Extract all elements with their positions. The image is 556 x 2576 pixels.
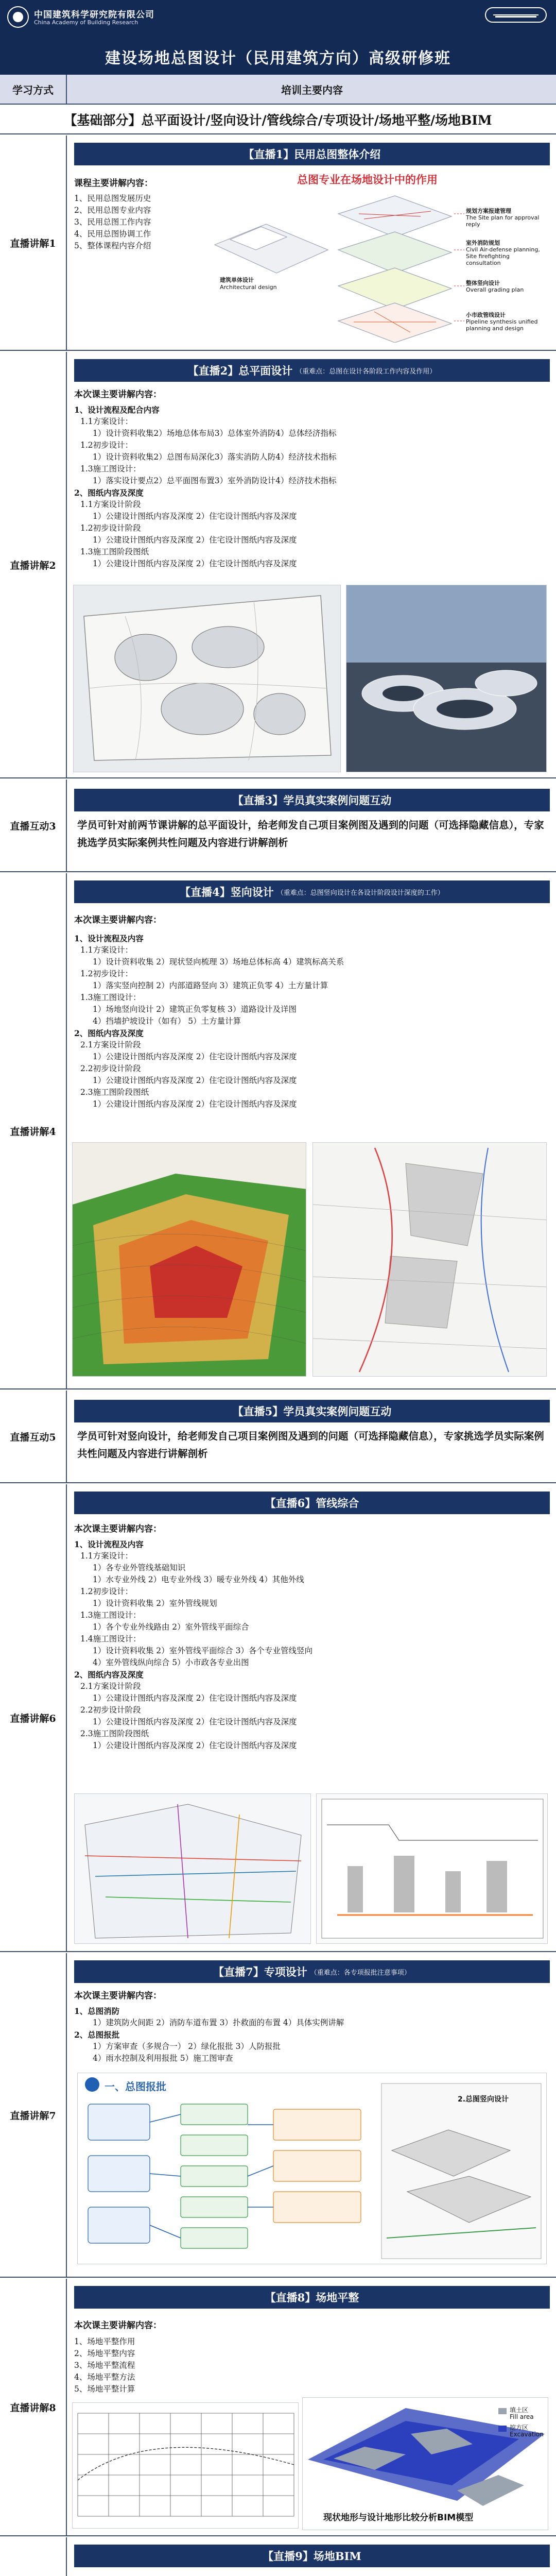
label-cn: 规划方案报建管理 <box>466 208 511 214</box>
list-item: 1）设计资料收集 2）室外管线规划 <box>93 1599 217 1608</box>
module-intro: 本次课主要讲解内容： <box>74 2320 162 2331</box>
method-cell: 直播讲解1 <box>0 135 67 350</box>
list-item: 2.1方案设计阶段 <box>80 1682 141 1691</box>
bim-terrain-model <box>302 2397 548 2530</box>
list-item: 1）公建设计图纸内容及深度 2）住宅设计图纸内容及深度 <box>93 559 297 568</box>
legend-cut-cn: 挖方区 <box>510 2424 529 2431</box>
label-architecture <box>220 277 277 291</box>
module-row-2 <box>0 352 556 778</box>
content-cell <box>68 2537 556 2576</box>
list-item: 4）雨水控制及利用报批 5）施工图审查 <box>93 2054 233 2063</box>
list-item: 1、设计流程及配合内容 <box>74 405 160 415</box>
module-text: 学员可针对竖向设计，给老师发自己项目案例图及遇到的问题（可选择隐藏信息），专家挑选学员实际案例共性问题及内容进行讲解剖析 <box>77 1430 544 1460</box>
list-item: 2.2初步设计阶段 <box>80 1064 141 1073</box>
logo-cn-text: 中国建筑科学研究院有限公司 <box>34 10 154 20</box>
content-cell <box>68 1953 556 2277</box>
list-item: 1.3施工图设计： <box>80 993 141 1002</box>
list-item: 1）公建设计图纸内容及深度 2）住宅设计图纸内容及深度 <box>93 1717 297 1726</box>
list-item: 1）场地竖向设计 2）建筑正负零复核 3）道路设计及详图 <box>93 1005 297 1014</box>
module-row-8 <box>0 2279 556 2536</box>
list-item: 2、场地平整内容 <box>74 2349 135 2358</box>
legend-cut-en: Excavation <box>510 2431 544 2438</box>
list-item: 1.1方案设计： <box>80 417 133 426</box>
list-item: 1）各专业外管线基础知识 <box>93 1563 186 1572</box>
list-item: 1.2初步设计： <box>80 1587 133 1596</box>
list-item: 1）公建设计图纸内容及深度 2）住宅设计图纸内容及深度 <box>93 1099 297 1109</box>
list-item: 2、图纸内容及深度 <box>74 488 144 498</box>
module-intro: 课程主要讲解内容： <box>74 178 153 189</box>
diagram-heading: 总图专业在场地设计中的作用 <box>297 174 438 186</box>
list-item: 2、图纸内容及深度 <box>74 1028 144 1038</box>
module-intro: 本次课主要讲解内容： <box>74 1991 162 2001</box>
module-row-9 <box>0 2537 556 2576</box>
list-item: 1.1方案设计： <box>80 945 133 955</box>
list-item: 1）设计资料收集2）总图布局深化3）落实消防人防4）经济技术指标 <box>93 452 337 462</box>
earthwork-grid-illustration <box>73 2403 299 2529</box>
module-title-text: 【直播7】专项设计 <box>213 1965 307 1978</box>
module-title-text: 【直播3】学员真实案例问题互动 <box>232 794 392 807</box>
terrain-map <box>72 1142 306 1377</box>
label-en: Pipeline synthesis unified planning and design <box>466 318 538 332</box>
list-item: 1）公建设计图纸内容及深度 2）住宅设计图纸内容及深度 <box>93 1052 297 1061</box>
list-item: 5、场地平整计算 <box>74 2384 135 2394</box>
method-cell: 直播讲解7 <box>0 1953 67 2277</box>
header-content: 培训主要内容 <box>281 83 343 96</box>
label-en: Overall grading plan <box>466 286 524 293</box>
module-note: （重难点：总图竖向设计在各设计阶段设计深度的工作） <box>276 889 444 897</box>
label-grading <box>466 280 543 293</box>
site-plan-illustration <box>74 585 341 772</box>
list-item: 1）各个专业外线路由 2）室外管线平面综合 <box>93 1622 249 1632</box>
list-item: 4、场地平整方法 <box>74 2372 135 2382</box>
module-intro: 本次课主要讲解内容： <box>74 389 162 400</box>
module-title-text: 【直播6】管线综合 <box>265 1497 359 1510</box>
list-item: 1.3施工图阶段图纸 <box>80 547 149 556</box>
list-item: 2、总图报批 <box>74 2030 120 2040</box>
method-cell: 直播讲解4 <box>0 873 67 1388</box>
header-banner <box>0 0 556 75</box>
module-title <box>74 359 550 382</box>
list-item: 1）公建设计图纸内容及深度 2）住宅设计图纸内容及深度 <box>93 1741 297 1750</box>
list-item: 1.3施工图设计： <box>80 464 141 473</box>
method-cell: 直播讲解2 <box>0 352 67 777</box>
render-image <box>346 585 547 772</box>
label-fire <box>466 240 543 266</box>
module-note: （重难点：总图在设计各阶段工作内容及作用） <box>296 367 437 376</box>
content-cell <box>68 2279 556 2535</box>
module-intro: 本次课主要讲解内容： <box>74 1524 162 1534</box>
module-title-text: 【直播2】总平面设计 <box>187 364 293 377</box>
page-title: 建设场地总图设计（民用建筑方向）高级研修班 <box>105 49 451 67</box>
diagram-heading: 一、总图报批 <box>105 2080 166 2093</box>
list-item: 1、总图消防 <box>74 2006 120 2016</box>
module-note: （重难点：各专项报批注意事项） <box>310 1969 411 1977</box>
method-cell <box>0 2537 67 2576</box>
list-item: 1）设计资料收集 2）室外管线平面综合 3）各个专业管线竖向 <box>93 1646 312 1655</box>
module-title-text: 【直播1】民用总图整体介绍 <box>243 148 381 161</box>
pipeline-section <box>316 1793 548 1944</box>
list-item: 1.1方案设计阶段 <box>80 500 141 509</box>
list-item: 1）公建设计图纸内容及深度 2）住宅设计图纸内容及深度 <box>93 512 297 521</box>
list-item: 3、场地平整流程 <box>74 2361 135 2370</box>
logo-emblem-icon <box>7 6 29 28</box>
content-cell <box>68 1484 556 1951</box>
legend-fill <box>510 2407 534 2420</box>
list-item: 2.3施工图阶段图纸 <box>80 1729 149 1738</box>
list-item: 5、整体课程内容介绍 <box>74 241 151 250</box>
list-item: 1）公建设计图纸内容及深度 2）住宅设计图纸内容及深度 <box>93 1693 297 1703</box>
content-cell <box>68 873 556 1388</box>
method-cell: 直播讲解6 <box>0 1484 67 1951</box>
module-title <box>74 2286 550 2309</box>
module-title-text: 【直播8】场地平整 <box>265 2291 359 2304</box>
module-title <box>74 789 550 811</box>
module-title-text: 【直播9】场地BIM <box>263 2550 361 2563</box>
table-header-row <box>0 75 556 105</box>
role-diagram <box>204 167 549 343</box>
foundation-summary: 【基础部分】总平面设计/竖向设计/管线综合/专项设计/场地平整/场地BIM <box>0 106 556 134</box>
diagram-sub-heading: 2.总图竖向设计 <box>458 2095 509 2104</box>
method-cell: 直播互动5 <box>0 1391 67 1482</box>
legend-fill-en: Fill area <box>510 2413 534 2420</box>
approval-diagram <box>77 2073 547 2264</box>
list-item: 1）水专业外线 2）电专业外线 3）暖专业外线 4）其他外线 <box>93 1575 304 1584</box>
header-method: 学习方式 <box>0 75 67 104</box>
list-item: 2、图纸内容及深度 <box>74 1670 144 1680</box>
list-item: 1）建筑防火间距 2）消防车道布置 3）扑救面的布置 4）具体实例讲解 <box>93 2018 344 2027</box>
content-cell <box>68 352 556 777</box>
label-cn: 整体竖向设计 <box>466 280 500 286</box>
list-item: 1）方案审查（多规合一） 2）绿化报批 3）人防报批 <box>93 2042 281 2051</box>
module-title <box>74 143 550 165</box>
label-en: The Site plan for approval reply <box>466 214 540 228</box>
label-cn: 建筑单体设计 <box>220 277 254 283</box>
module-row-1 <box>0 135 556 351</box>
list-item: 2、民用总图专业内容 <box>74 206 151 215</box>
content-cell <box>68 135 556 350</box>
content-cell <box>68 779 556 871</box>
list-item: 1.2初步设计： <box>80 969 133 978</box>
list-item: 2.2初步设计阶段 <box>80 1705 141 1715</box>
list-item: 1.1方案设计： <box>80 1551 133 1561</box>
module-title <box>74 1400 550 1422</box>
list-item: 1.2初步设计阶段 <box>80 523 141 533</box>
label-en: Civil Air-defense planning, Site firefighting consultation <box>466 246 540 266</box>
module-row-7 <box>0 1953 556 2278</box>
legend-cut <box>510 2425 544 2438</box>
list-item: 1）落实竖向控制 2）内部道路竖向 3）建筑正负零 4）土方量计算 <box>93 981 328 990</box>
label-cn: 室外消防规划 <box>466 240 500 246</box>
legend-fill-cn: 填土区 <box>510 2406 529 2414</box>
module-text: 学员可针对前两节课讲解的总平面设计，给老师发自己项目案例图及遇到的问题（可选择隐藏信息），专家挑选学员实际案例共性问题及内容进行讲解剖析 <box>77 819 544 849</box>
list-item: 1、设计流程及内容 <box>74 1539 144 1549</box>
grading-plan-illustration <box>313 1143 547 1377</box>
module-row-3 <box>0 779 556 872</box>
list-item: 4、民用总图协调工作 <box>74 229 151 239</box>
pipeline-section-illustration <box>317 1794 548 1944</box>
label-pipeline <box>466 312 543 332</box>
label-approval <box>466 208 543 228</box>
pipeline-plan <box>74 1793 311 1944</box>
method-cell: 直播讲解8 <box>0 2279 67 2535</box>
list-item: 2.1方案设计阶段 <box>80 1040 141 1049</box>
list-item: 1）落实设计要点2）总平面图布置3）室外消防设计4）经济技术指标 <box>93 476 337 485</box>
module-row-6 <box>0 1484 556 1952</box>
list-item: 1、场地平整作用 <box>74 2337 135 2346</box>
earthwork-grid <box>72 2402 299 2529</box>
logo <box>7 5 162 31</box>
module-row-5 <box>0 1391 556 1483</box>
brand-badge-icon <box>485 7 547 23</box>
bim-caption: 现状地形与设计地形比较分析BIM模型 <box>323 2513 474 2523</box>
list-item: 1）公建设计图纸内容及深度 2）住宅设计图纸内容及深度 <box>93 535 297 545</box>
module-title-text: 【直播4】竖向设计 <box>180 886 274 899</box>
module-row-4 <box>0 873 556 1389</box>
module-title <box>74 1960 550 1983</box>
list-item: 1、设计流程及内容 <box>74 934 144 943</box>
module-title <box>74 1492 550 1514</box>
list-item: 3、民用总图工作内容 <box>74 217 151 227</box>
content-cell <box>68 1391 556 1482</box>
grading-plan <box>312 1142 547 1377</box>
list-item: 1.2初步设计： <box>80 440 133 450</box>
list-item: 1.4施工图设计： <box>80 1634 141 1643</box>
label-en: Architectural design <box>220 284 277 291</box>
logo-en-text: China Academy of Building Research <box>34 19 138 26</box>
list-item: 1、民用总图发展历史 <box>74 194 151 203</box>
list-item: 1）设计资料收集 2）现状竖向梳理 3）场地总体标高 4）建筑标高关系 <box>93 957 344 967</box>
module-title-text: 【直播5】学员真实案例问题互动 <box>232 1405 392 1418</box>
module-intro: 本次课主要讲解内容： <box>74 915 162 925</box>
list-item: 1）设计资料收集2）场地总体布局3）总体室外消防4）总体经济指标 <box>93 429 337 438</box>
label-cn: 小市政管线设计 <box>466 312 506 318</box>
module-title <box>74 2545 550 2567</box>
site-plan-drawing <box>73 585 341 772</box>
list-item: 1.3施工图设计： <box>80 1611 141 1620</box>
method-cell: 直播互动3 <box>0 779 67 871</box>
module-title <box>74 880 550 903</box>
list-item: 2.3施工图阶段图纸 <box>80 1088 149 1097</box>
list-item: 1）公建设计图纸内容及深度 2）住宅设计图纸内容及深度 <box>93 1076 297 1085</box>
list-item: 4）挡墙护坡设计（如有） 5）土方量计算 <box>93 1016 241 1026</box>
aerial-render-illustration <box>346 585 547 772</box>
terrain-illustration <box>73 1143 306 1377</box>
list-item: 4）室外管线纵向综合 5）小市政各专业出图 <box>93 1658 249 1667</box>
pipeline-plan-illustration <box>75 1794 311 1944</box>
